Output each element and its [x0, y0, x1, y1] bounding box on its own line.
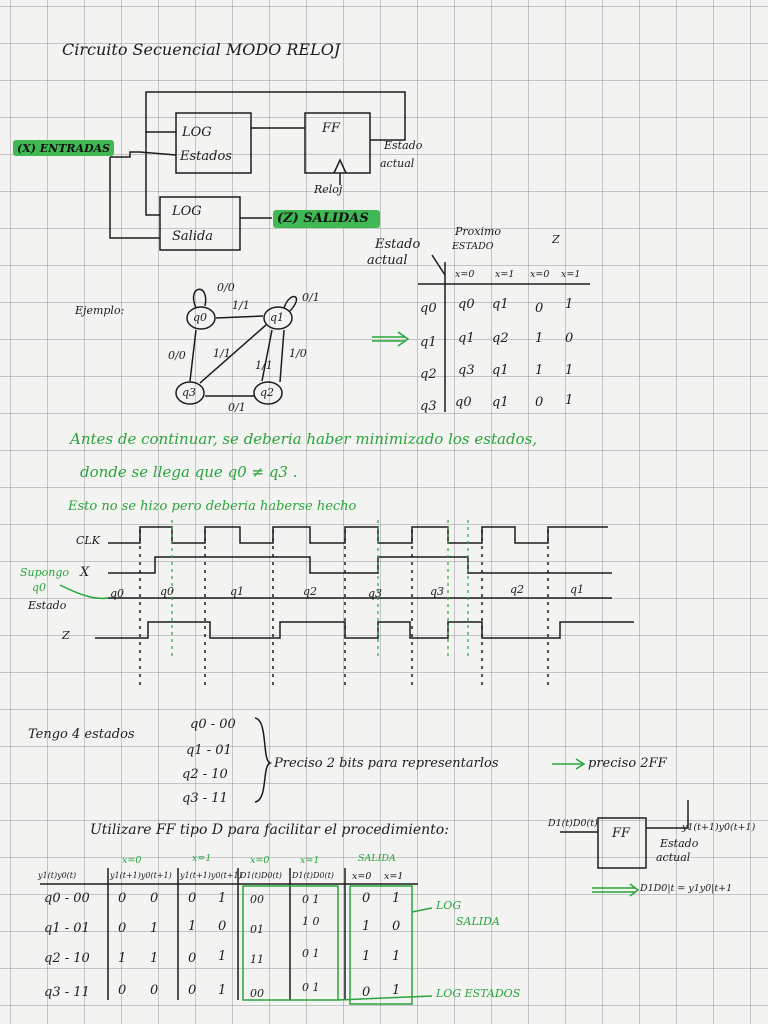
enc-group-x0b: x=0	[250, 855, 270, 866]
table-z-header: Z	[552, 233, 560, 246]
enc-cell: 0	[118, 891, 127, 906]
enc-cell: 0	[218, 919, 227, 934]
enc-cell: 1	[392, 949, 401, 964]
table-sub-4: x=1	[561, 269, 581, 280]
enc-cell: 1	[392, 983, 401, 998]
log-salida-pointer	[412, 908, 432, 912]
green-arrowhead	[398, 332, 408, 346]
enc-cell: 0 1	[302, 947, 320, 960]
arrow-q0-q1	[216, 316, 263, 318]
enc-cell: 1	[362, 919, 371, 934]
log-salida-highlight	[350, 886, 412, 1004]
log-salida-label-2: Salida	[172, 229, 214, 244]
enc-cell: 0	[362, 891, 371, 906]
table-proximo-2: ESTADO	[452, 241, 494, 252]
row-z1: 1	[565, 297, 574, 312]
log-estados-pointer	[338, 996, 432, 1000]
table-estado-actual-1: Estado	[375, 237, 421, 252]
note-line-3: Esto no se hizo pero deberia haberse hecho	[68, 499, 357, 514]
enc-group-x0: x=0	[122, 855, 142, 866]
table-sub-3: x=0	[530, 269, 550, 280]
log-salida-annotation-1: LOG	[436, 899, 462, 912]
table-pointer	[432, 255, 445, 275]
feedback-to-salida	[146, 132, 160, 215]
supongo-label-1: Supongo	[20, 566, 70, 579]
transition-q1-q2: 1/1	[255, 359, 273, 372]
enc-h3: D1(t)D0(t)	[240, 871, 282, 880]
row-state: q3	[420, 399, 437, 414]
state-q1: q1	[270, 311, 285, 324]
state-q2: q2	[260, 386, 275, 399]
enc-cell: 0	[188, 891, 197, 906]
enc-cell: 0	[118, 921, 127, 936]
encoding-item-3: q3 - 11	[182, 791, 228, 806]
row-z1: 0	[565, 331, 574, 346]
input-wire-salida	[110, 157, 160, 238]
enc-cell: 01	[250, 923, 264, 936]
green-arrowhead-eq	[630, 884, 638, 896]
z-label: Z	[62, 629, 70, 642]
row-z1: 1	[565, 363, 574, 378]
arrow-q2-q1	[280, 330, 284, 382]
supongo-label-2: q0	[32, 581, 47, 594]
salidas-label: (Z) SALIDAS	[277, 211, 369, 226]
row-next0: q0	[455, 395, 472, 410]
enc-cell: 0	[392, 919, 401, 934]
enc-cell: 0	[188, 983, 197, 998]
enc-group-salida: SALIDA	[358, 853, 396, 864]
row-z1: 1	[565, 393, 574, 408]
ejemplo-label: Ejemplo:	[75, 304, 125, 317]
row-z0: 0	[535, 301, 544, 316]
enc-h2: y1(t+1)y0(t+1)	[180, 871, 242, 880]
log-estados-annotation: LOG ESTADOS	[436, 987, 521, 1000]
ff-label: FF	[322, 121, 341, 136]
enc-cell: 1	[150, 921, 159, 936]
enc-h1: y1(t+1)y0(t+1)	[110, 871, 172, 880]
estado-value: q1	[570, 583, 585, 596]
x-label: X	[80, 565, 90, 580]
note-line-1: Antes de continuar, se deberia haber minimizado los estados,	[70, 430, 538, 448]
enc-cell: 1	[218, 891, 227, 906]
enc-cell: 1	[362, 949, 371, 964]
encoding-item-2: q2 - 10	[182, 767, 228, 782]
enc-group-x1: x=1	[192, 853, 212, 864]
enc-row-state: q1 - 01	[44, 921, 90, 936]
estado-actual-label-2: actual	[380, 157, 415, 170]
input-wire	[110, 152, 176, 157]
enc-cell: 1	[150, 951, 159, 966]
enc-h4: D1(t)D0(t)	[292, 871, 334, 880]
enc-cell: 1 0	[302, 915, 320, 928]
table-proximo-1: Proximo	[455, 225, 502, 238]
enc-row-state: q0 - 00	[44, 891, 90, 906]
enc-cell: 00	[250, 987, 264, 1000]
supongo-arrow	[60, 585, 108, 598]
estado-label: Estado	[28, 599, 67, 612]
estado-actual-label-1: Estado	[384, 139, 423, 152]
z-waveform	[95, 622, 634, 638]
ff-d-inputs: D1(t)D0(t)	[548, 818, 598, 829]
estado-value: q3	[430, 585, 445, 598]
estado-value: q1	[230, 585, 245, 598]
enc-group-x1b: x=1	[300, 855, 320, 866]
row-z0: 0	[535, 395, 544, 410]
arrow-q3-q1	[200, 325, 266, 383]
enc-cell: 1	[188, 919, 197, 934]
transition-q2-q1: 1/0	[289, 347, 307, 360]
row-state: q0	[420, 301, 437, 316]
transition-q0-loop: 0/0	[217, 281, 235, 294]
ff-d-label: FF	[612, 826, 631, 841]
arrow-q1-q2	[262, 330, 272, 381]
ff-estado-actual-2: actual	[656, 851, 691, 864]
ff-outputs: y1(t+1)y0(t+1)	[682, 822, 756, 833]
log-salida-label-1: LOG	[172, 204, 202, 219]
table-estado-actual-2: actual	[367, 253, 408, 268]
transition-q1-loop: 0/1	[302, 291, 320, 304]
row-next1: q2	[492, 331, 509, 346]
note-line-2: donde se llega que q0 ≠ q3 .	[80, 463, 298, 481]
page-title: Circuito Secuencial MODO RELOJ	[62, 40, 341, 59]
entradas-label: (X) ENTRADAS	[17, 142, 111, 155]
estado-value: q0	[110, 587, 125, 600]
enc-cell: 0	[188, 951, 197, 966]
enc-cell: 0 1	[302, 981, 320, 994]
table-sub-2: x=1	[495, 269, 515, 280]
enc-cell: 0	[118, 983, 127, 998]
clk-waveform	[108, 527, 608, 543]
enc-h0: y1(t)y0(t)	[38, 871, 77, 880]
row-next0: q0	[458, 297, 475, 312]
clk-label: CLK	[76, 534, 100, 547]
enc-h6: x=1	[384, 871, 404, 882]
row-next1: q1	[492, 395, 509, 410]
log-estados-label-1: LOG	[182, 125, 212, 140]
row-state: q1	[420, 335, 437, 350]
reloj-label: Reloj	[314, 183, 343, 196]
transition-q0-q1: 1/1	[232, 299, 250, 312]
transition-q2-q3: 0/1	[228, 401, 246, 414]
encoding-item-0: q0 - 00	[190, 717, 236, 732]
row-z0: 1	[535, 331, 544, 346]
enc-cell: 0	[150, 983, 159, 998]
estado-value: q3	[368, 587, 383, 600]
enc-cell: 1	[118, 951, 127, 966]
enc-cell: 00	[250, 893, 264, 906]
log-salida-annotation-2: SALIDA	[456, 915, 500, 928]
estado-value: q2	[303, 585, 318, 598]
loop-q0	[194, 289, 206, 308]
row-z0: 1	[535, 363, 544, 378]
enc-row-state: q3 - 11	[44, 985, 90, 1000]
log-estados-label-2: Estados	[180, 149, 232, 164]
encoding-result: preciso 2FF	[588, 756, 667, 771]
row-next0: q1	[458, 331, 475, 346]
table-sub-1: x=0	[455, 269, 475, 280]
enc-row-state: q2 - 10	[44, 951, 90, 966]
state-q0: q0	[193, 311, 208, 324]
x-waveform	[108, 557, 612, 573]
estado-value: q0	[160, 585, 175, 598]
row-state: q2	[420, 367, 437, 382]
transition-q3-q1: 1/1	[213, 347, 231, 360]
enc-cell: 0	[362, 985, 371, 1000]
transition-q3-q0: 0/0	[168, 349, 186, 362]
state-q3: q3	[182, 386, 197, 399]
log-estados-box	[176, 113, 251, 173]
enc-cell: 1	[218, 983, 227, 998]
enc-cell: 0	[150, 891, 159, 906]
enc-cell: 1	[392, 891, 401, 906]
enc-cell: 11	[250, 953, 264, 966]
enc-cell: 0 1	[302, 893, 320, 906]
clock-triangle	[334, 160, 346, 173]
encoding-intro: Tengo 4 estados	[28, 727, 135, 742]
ff-equation: D1D0|t = y1y0|t+1	[640, 883, 733, 894]
encoding-brace	[255, 718, 270, 802]
row-next1: q1	[492, 363, 509, 378]
ff-line: Utilizare FF tipo D para facilitar el procedimiento:	[90, 822, 449, 838]
arrow-q3-q0	[190, 330, 196, 381]
enc-h5: x=0	[352, 871, 372, 882]
estado-value: q2	[510, 583, 525, 596]
enc-cell: 1	[218, 949, 227, 964]
row-next1: q1	[492, 297, 509, 312]
ff-estado-actual-1: Estado	[660, 837, 699, 850]
encoding-item-1: q1 - 01	[186, 743, 232, 758]
encoding-note: Preciso 2 bits para representarlos	[274, 756, 499, 771]
row-next0: q3	[458, 363, 475, 378]
